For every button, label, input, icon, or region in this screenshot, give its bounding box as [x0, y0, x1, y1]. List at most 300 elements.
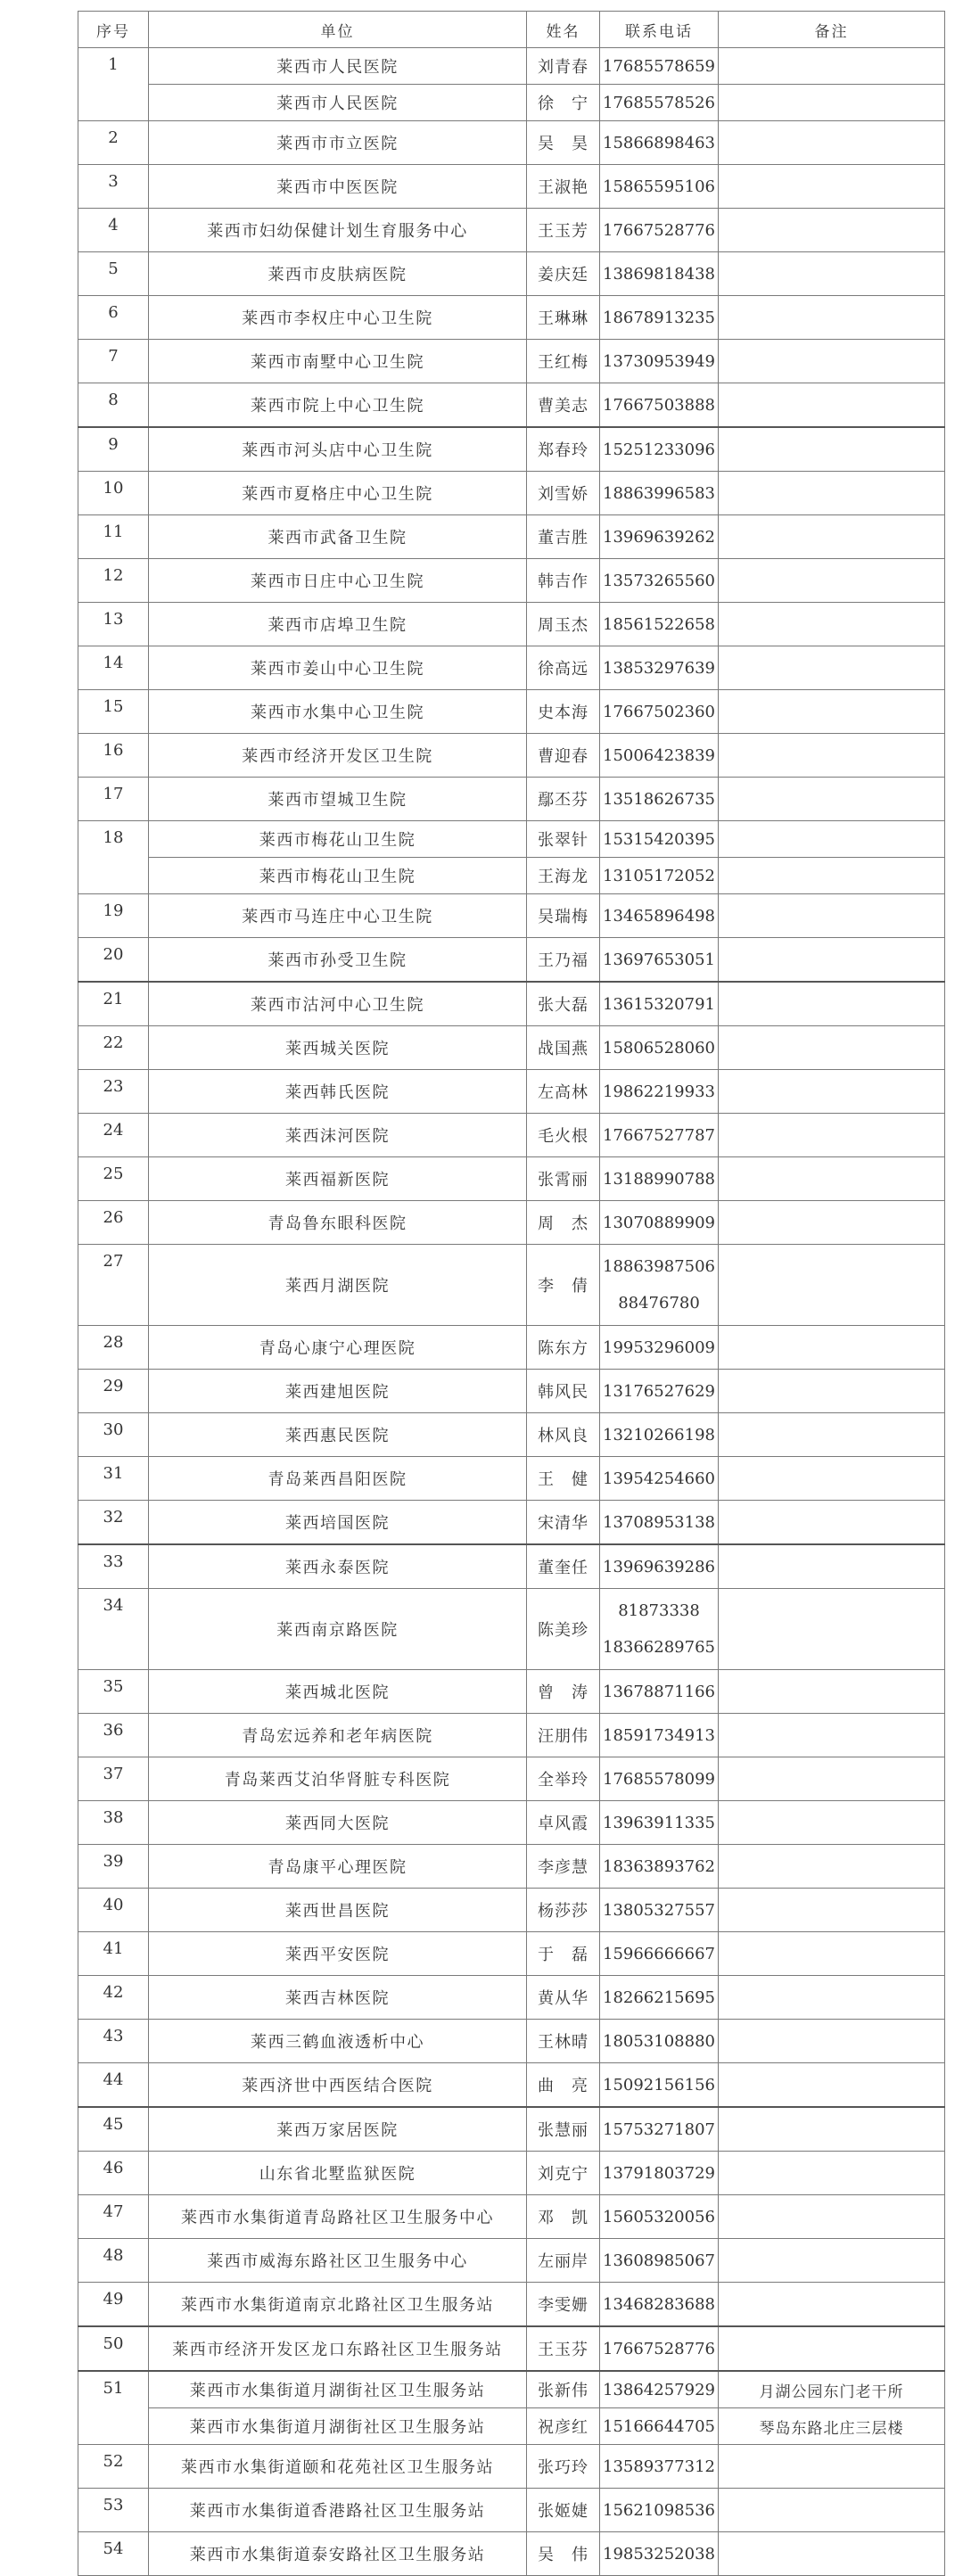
unit-cell: 青岛莱西艾泊华肾脏专科医院 — [149, 1757, 527, 1801]
unit-cell: 莱西市河头店中心卫生院 — [149, 427, 527, 472]
note-cell — [719, 734, 945, 778]
phone-number: 81873338 — [618, 1601, 700, 1620]
unit-cell: 山东省北墅监狱医院 — [149, 2152, 527, 2195]
serial-cell: 6 — [78, 296, 149, 340]
phone-cell — [600, 982, 719, 1026]
phone-number: 18591734913 — [603, 1725, 715, 1745]
note-cell: 月湖公园东门老干所 — [719, 2371, 945, 2408]
unit-cell: 莱西市院上中心卫生院 — [149, 383, 527, 428]
unit-cell: 莱西市夏格庄中心卫生院 — [149, 472, 527, 515]
table-row — [78, 340, 945, 383]
table-row — [78, 2445, 945, 2489]
phone-number: 13678871166 — [603, 1682, 715, 1701]
unit-cell: 莱西市人民医院 — [149, 48, 527, 85]
serial-cell: 34 — [78, 1589, 149, 1670]
serial-cell: 46 — [78, 2152, 149, 2195]
unit-cell: 莱西市水集街道南京北路社区卫生服务站 — [149, 2283, 527, 2327]
note-cell — [719, 165, 945, 209]
phone-cell — [600, 1889, 719, 1932]
table-row — [78, 2063, 945, 2108]
phone-cell — [600, 1801, 719, 1845]
unit-cell: 莱西惠民医院 — [149, 1413, 527, 1457]
phone-cell — [600, 1326, 719, 1370]
unit-cell: 莱西市姜山中心卫生院 — [149, 646, 527, 690]
note-cell — [719, 2152, 945, 2195]
serial-cell: 16 — [78, 734, 149, 778]
table-row — [78, 821, 945, 858]
phone-cell — [600, 1976, 719, 2020]
note-cell — [719, 48, 945, 85]
unit-cell: 莱西济世中西医结合医院 — [149, 2063, 527, 2108]
phone-cell — [600, 894, 719, 938]
note-cell — [719, 121, 945, 165]
table-row — [78, 1976, 945, 2020]
name-cell: 张新伟 — [527, 2371, 600, 2408]
table-row — [78, 559, 945, 603]
phone-cell — [600, 1714, 719, 1757]
serial-cell: 36 — [78, 1714, 149, 1757]
note-cell — [719, 1201, 945, 1245]
name-cell: 张慧丽 — [527, 2107, 600, 2152]
name-cell: 李 倩 — [527, 1245, 600, 1326]
name-cell: 董吉胜 — [527, 515, 600, 559]
header-unit: 单位 — [149, 12, 527, 48]
phone-cell — [600, 1932, 719, 1976]
serial-cell: 10 — [78, 472, 149, 515]
serial-cell: 47 — [78, 2195, 149, 2239]
phone-number: 13869818438 — [603, 264, 715, 284]
note-cell — [719, 603, 945, 646]
name-cell: 王琳琳 — [527, 296, 600, 340]
name-cell: 王淑艳 — [527, 165, 600, 209]
phone-cell — [600, 603, 719, 646]
table-row — [78, 2326, 945, 2371]
table-row — [78, 48, 945, 85]
contact-table — [78, 11, 945, 2576]
unit-cell: 莱西建旭医院 — [149, 1370, 527, 1413]
serial-cell: 13 — [78, 603, 149, 646]
name-cell: 林风良 — [527, 1413, 600, 1457]
name-cell: 周玉杰 — [527, 603, 600, 646]
table-row — [78, 1070, 945, 1114]
unit-cell: 莱西城北医院 — [149, 1670, 527, 1714]
phone-number: 13468283688 — [603, 2294, 715, 2314]
table-row — [78, 1544, 945, 1589]
name-cell: 董奎任 — [527, 1544, 600, 1589]
note-cell — [719, 1670, 945, 1714]
phone-number: 13573265560 — [603, 571, 715, 590]
table-row — [78, 1757, 945, 1801]
name-cell: 史本海 — [527, 690, 600, 734]
unit-cell: 莱西福新医院 — [149, 1157, 527, 1201]
table-row — [78, 209, 945, 252]
phone-number: 13176527629 — [603, 1381, 715, 1401]
note-cell — [719, 252, 945, 296]
name-cell: 徐高远 — [527, 646, 600, 690]
phone-number: 18053108880 — [603, 2031, 715, 2051]
header-phone: 联系电话 — [600, 12, 719, 48]
note-cell — [719, 858, 945, 894]
table-row — [78, 690, 945, 734]
serial-cell: 7 — [78, 340, 149, 383]
phone-cell — [600, 2445, 719, 2489]
phone-number: 13188990788 — [603, 1169, 715, 1189]
name-cell: 王乃福 — [527, 938, 600, 983]
table-row — [78, 252, 945, 296]
note-cell — [719, 427, 945, 472]
phone-cell — [600, 559, 719, 603]
unit-cell: 青岛康平心理医院 — [149, 1845, 527, 1889]
table-row — [78, 383, 945, 428]
table-row — [78, 1714, 945, 1757]
table-row — [78, 646, 945, 690]
phone-number: 13791803729 — [603, 2163, 715, 2183]
phone-number: 17685578099 — [603, 1769, 715, 1789]
note-cell — [719, 1457, 945, 1501]
phone-number: 13105172052 — [603, 866, 715, 885]
table-row — [78, 1889, 945, 1932]
note-cell — [719, 778, 945, 821]
serial-cell: 45 — [78, 2107, 149, 2152]
unit-cell: 青岛鲁东眼科医院 — [149, 1201, 527, 1245]
note-cell — [719, 1245, 945, 1326]
name-cell: 刘克宁 — [527, 2152, 600, 2195]
note-cell — [719, 2063, 945, 2108]
note-cell — [719, 296, 945, 340]
table-row — [78, 515, 945, 559]
phone-number: 17667528776 — [603, 2339, 715, 2358]
name-cell: 王红梅 — [527, 340, 600, 383]
unit-cell: 莱西月湖医院 — [149, 1245, 527, 1326]
unit-cell: 莱西沫河医院 — [149, 1114, 527, 1157]
serial-cell: 14 — [78, 646, 149, 690]
serial-cell: 3 — [78, 165, 149, 209]
table-row — [78, 1801, 945, 1845]
serial-cell: 43 — [78, 2020, 149, 2063]
note-cell — [719, 1757, 945, 1801]
phone-number: 13465896498 — [603, 906, 715, 926]
unit-cell: 莱西市妇幼保健计划生育服务中心 — [149, 209, 527, 252]
phone-number: 17685578526 — [603, 93, 715, 112]
unit-cell: 莱西市威海东路社区卫生服务中心 — [149, 2239, 527, 2283]
unit-cell: 莱西市李权庄中心卫生院 — [149, 296, 527, 340]
name-cell: 陈美珍 — [527, 1589, 600, 1670]
phone-cell — [600, 165, 719, 209]
phone-number: 18561522658 — [603, 614, 715, 634]
unit-cell: 莱西市人民医院 — [149, 85, 527, 121]
phone-number: 15621098536 — [603, 2500, 715, 2520]
phone-cell — [600, 472, 719, 515]
serial-cell: 22 — [78, 1026, 149, 1070]
name-cell: 黄从华 — [527, 1976, 600, 2020]
serial-cell: 26 — [78, 1201, 149, 1245]
serial-cell: 31 — [78, 1457, 149, 1501]
phone-number: 18266215695 — [603, 1988, 715, 2007]
note-cell — [719, 2326, 945, 2371]
phone-cell — [600, 2152, 719, 2195]
serial-cell: 40 — [78, 1889, 149, 1932]
serial-cell: 49 — [78, 2283, 149, 2327]
note-cell — [719, 2489, 945, 2532]
phone-cell — [600, 2371, 719, 2408]
name-cell: 周 杰 — [527, 1201, 600, 1245]
note-cell — [719, 2532, 945, 2576]
table-row — [78, 894, 945, 938]
serial-cell: 19 — [78, 894, 149, 938]
serial-cell: 37 — [78, 1757, 149, 1801]
table-row — [78, 603, 945, 646]
phone-number: 15966666667 — [603, 1944, 715, 1963]
note-cell — [719, 938, 945, 983]
phone-cell — [600, 2283, 719, 2327]
phone-cell — [600, 1114, 719, 1157]
unit-cell: 莱西市马连庄中心卫生院 — [149, 894, 527, 938]
table-row — [78, 1026, 945, 1070]
phone-number: 15092156156 — [603, 2075, 715, 2095]
unit-cell: 莱西平安医院 — [149, 1932, 527, 1976]
phone-cell — [600, 778, 719, 821]
table-row — [78, 1501, 945, 1545]
name-cell: 曾 涛 — [527, 1670, 600, 1714]
table-row — [78, 2020, 945, 2063]
note-cell — [719, 1157, 945, 1201]
phone-number: 88476780 — [618, 1294, 700, 1313]
table-row — [78, 1670, 945, 1714]
note-cell — [719, 2107, 945, 2152]
phone-number: 17667503888 — [603, 395, 715, 415]
name-cell: 李彦慧 — [527, 1845, 600, 1889]
phone-number: 15315420395 — [603, 829, 715, 849]
header-serial: 序号 — [78, 12, 149, 48]
name-cell: 吴 昊 — [527, 121, 600, 165]
phone-number: 13608985067 — [603, 2251, 715, 2270]
unit-cell: 莱西永泰医院 — [149, 1544, 527, 1589]
serial-cell: 9 — [78, 427, 149, 472]
header-note: 备注 — [719, 12, 945, 48]
serial-cell: 29 — [78, 1370, 149, 1413]
phone-number: 13615320791 — [603, 994, 715, 1014]
unit-cell: 莱西市店埠卫生院 — [149, 603, 527, 646]
serial-cell: 21 — [78, 982, 149, 1026]
note-cell — [719, 2239, 945, 2283]
phone-cell — [600, 427, 719, 472]
name-cell: 王林晴 — [527, 2020, 600, 2063]
table-row — [78, 121, 945, 165]
phone-number: 13954254660 — [603, 1469, 715, 1488]
name-cell: 曹迎春 — [527, 734, 600, 778]
note-cell — [719, 646, 945, 690]
phone-number: 15006423839 — [603, 745, 715, 765]
note-cell — [719, 340, 945, 383]
phone-number: 18366289765 — [603, 1638, 715, 1657]
table-row — [78, 858, 945, 894]
name-cell: 韩吉作 — [527, 559, 600, 603]
name-cell: 杨莎莎 — [527, 1889, 600, 1932]
name-cell: 张翠针 — [527, 821, 600, 858]
serial-cell: 8 — [78, 383, 149, 428]
table-row — [78, 2371, 945, 2408]
phone-cell — [600, 383, 719, 428]
table-row — [78, 1457, 945, 1501]
table-row — [78, 1114, 945, 1157]
note-cell — [719, 1114, 945, 1157]
serial-cell: 44 — [78, 2063, 149, 2108]
phone-cell — [600, 2489, 719, 2532]
phone-cell — [600, 2020, 719, 2063]
phone-number: 15605320056 — [603, 2207, 715, 2226]
unit-cell: 莱西市日庄中心卫生院 — [149, 559, 527, 603]
unit-cell: 莱西市武备卫生院 — [149, 515, 527, 559]
table-row — [78, 938, 945, 983]
phone-cell — [600, 1757, 719, 1801]
phone-number: 13697653051 — [603, 950, 715, 969]
note-cell — [719, 515, 945, 559]
unit-cell: 莱西同大医院 — [149, 1801, 527, 1845]
table-row — [78, 982, 945, 1026]
unit-cell: 莱西市皮肤病医院 — [149, 252, 527, 296]
phone-cell — [600, 1589, 719, 1670]
name-cell: 姜庆廷 — [527, 252, 600, 296]
note-cell — [719, 559, 945, 603]
name-cell: 刘雪娇 — [527, 472, 600, 515]
phone-number: 15251233096 — [603, 440, 715, 459]
unit-cell: 莱西市水集中心卫生院 — [149, 690, 527, 734]
serial-cell: 12 — [78, 559, 149, 603]
note-cell — [719, 894, 945, 938]
serial-cell: 24 — [78, 1114, 149, 1157]
phone-cell — [600, 252, 719, 296]
table-row — [78, 1245, 945, 1326]
phone-cell — [600, 1026, 719, 1070]
name-cell: 鄢丕芬 — [527, 778, 600, 821]
phone-number: 15166644705 — [603, 2416, 715, 2436]
name-cell: 陈东方 — [527, 1326, 600, 1370]
name-cell: 左高林 — [527, 1070, 600, 1114]
unit-cell: 莱西三鹤血液透析中心 — [149, 2020, 527, 2063]
serial-cell: 48 — [78, 2239, 149, 2283]
phone-number: 13805327557 — [603, 1900, 715, 1920]
table-row — [78, 1413, 945, 1457]
table-row — [78, 85, 945, 121]
table-row — [78, 2107, 945, 2152]
name-cell: 吴瑞梅 — [527, 894, 600, 938]
phone-cell — [600, 2326, 719, 2371]
note-cell — [719, 1932, 945, 1976]
name-cell: 于 磊 — [527, 1932, 600, 1976]
name-cell: 张姬婕 — [527, 2489, 600, 2532]
unit-cell: 莱西吉林医院 — [149, 1976, 527, 2020]
serial-cell: 25 — [78, 1157, 149, 1201]
serial-cell: 17 — [78, 778, 149, 821]
unit-cell: 莱西市水集街道香港路社区卫生服务站 — [149, 2489, 527, 2532]
unit-cell: 莱西市经济开发区卫生院 — [149, 734, 527, 778]
phone-number: 13708953138 — [603, 1512, 715, 1532]
serial-cell: 53 — [78, 2489, 149, 2532]
unit-cell: 莱西市水集街道颐和花苑社区卫生服务站 — [149, 2445, 527, 2489]
name-cell: 韩风民 — [527, 1370, 600, 1413]
serial-cell: 5 — [78, 252, 149, 296]
table-row — [78, 1326, 945, 1370]
phone-number: 13969639262 — [603, 527, 715, 547]
table-row — [78, 2408, 945, 2445]
table-row — [78, 296, 945, 340]
unit-cell: 莱西市梅花山卫生院 — [149, 858, 527, 894]
serial-cell: 38 — [78, 1801, 149, 1845]
phone-cell — [600, 2063, 719, 2108]
phone-cell — [600, 48, 719, 85]
phone-number: 13070889909 — [603, 1213, 715, 1232]
unit-cell: 莱西城关医院 — [149, 1026, 527, 1070]
unit-cell: 莱西培国医院 — [149, 1501, 527, 1545]
serial-cell: 41 — [78, 1932, 149, 1976]
serial-cell: 52 — [78, 2445, 149, 2489]
phone-number: 18363893762 — [603, 1856, 715, 1876]
phone-number: 15806528060 — [603, 1038, 715, 1058]
phone-cell — [600, 1501, 719, 1545]
note-cell — [719, 1801, 945, 1845]
phone-cell — [600, 821, 719, 858]
unit-cell: 莱西市水集街道泰安路社区卫生服务站 — [149, 2532, 527, 2576]
note-cell — [719, 209, 945, 252]
unit-cell: 莱西市水集街道青岛路社区卫生服务中心 — [149, 2195, 527, 2239]
table-row — [78, 1370, 945, 1413]
name-cell: 左丽岸 — [527, 2239, 600, 2283]
note-cell — [719, 1544, 945, 1589]
table-row — [78, 2152, 945, 2195]
phone-number: 17667502360 — [603, 702, 715, 721]
name-cell: 王玉芬 — [527, 2326, 600, 2371]
phone-number: 19853252038 — [603, 2544, 715, 2564]
phone-cell — [600, 1413, 719, 1457]
phone-number: 15753271807 — [603, 2119, 715, 2139]
note-cell — [719, 1845, 945, 1889]
phone-cell — [600, 1245, 719, 1326]
phone-number: 18863987506 — [603, 1257, 715, 1276]
note-cell — [719, 1413, 945, 1457]
unit-cell: 青岛宏远养和老年病医院 — [149, 1714, 527, 1757]
table-row — [78, 2195, 945, 2239]
name-cell: 邓 凯 — [527, 2195, 600, 2239]
serial-cell: 39 — [78, 1845, 149, 1889]
phone-cell — [600, 2195, 719, 2239]
phone-cell — [600, 2408, 719, 2445]
note-cell — [719, 1026, 945, 1070]
phone-number: 18863996583 — [603, 483, 715, 503]
name-cell: 曹美志 — [527, 383, 600, 428]
unit-cell: 莱西市孙受卫生院 — [149, 938, 527, 983]
serial-cell: 28 — [78, 1326, 149, 1370]
phone-cell — [600, 85, 719, 121]
name-cell: 李雯姗 — [527, 2283, 600, 2327]
serial-cell: 1 — [78, 48, 149, 121]
unit-cell: 青岛莱西昌阳医院 — [149, 1457, 527, 1501]
phone-number: 13963911335 — [603, 1813, 715, 1832]
phone-cell — [600, 121, 719, 165]
table-row — [78, 165, 945, 209]
phone-number: 13864257929 — [603, 2380, 715, 2399]
phone-number: 17667527787 — [603, 1125, 715, 1145]
phone-number: 15865595106 — [603, 177, 715, 196]
unit-cell: 莱西市南墅中心卫生院 — [149, 340, 527, 383]
name-cell: 全举玲 — [527, 1757, 600, 1801]
phone-cell — [600, 1070, 719, 1114]
phone-cell — [600, 340, 719, 383]
phone-cell — [600, 2532, 719, 2576]
note-cell — [719, 1889, 945, 1932]
serial-cell: 42 — [78, 1976, 149, 2020]
note-cell — [719, 1501, 945, 1545]
name-cell: 吴 伟 — [527, 2532, 600, 2576]
